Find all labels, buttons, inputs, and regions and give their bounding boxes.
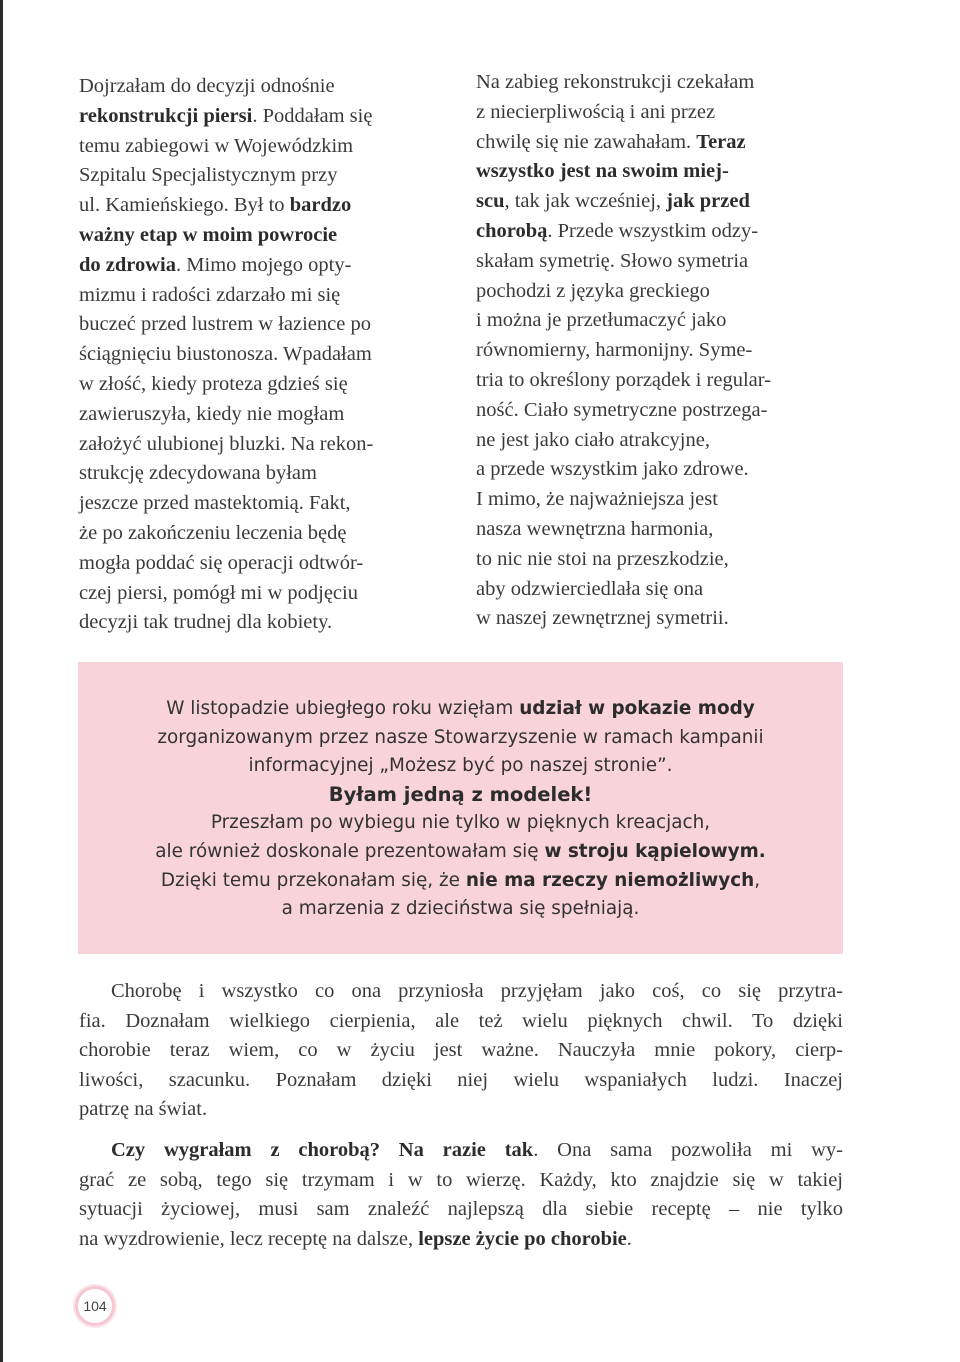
- text-line: Dojrzałam do decyzji odnośnie: [79, 75, 335, 97]
- bold-phrase: chorobą: [476, 219, 548, 242]
- text-run: . Mimo mojego opty-: [176, 253, 352, 276]
- text-line: że po zakończeniu leczenia będę: [79, 521, 347, 544]
- text-run: ul. Kamieńskiego. Był to: [79, 194, 290, 217]
- text-line: [78, 867, 843, 896]
- text-line: decyzji tak trudnej dla kobiety.: [79, 611, 333, 634]
- bold-phrase: jak przed: [666, 190, 750, 213]
- text-line: informacyjnej „Możesz być po naszej stronie”.: [248, 755, 673, 777]
- text-line: [79, 221, 459, 251]
- text-line: pochodzi z języka greckiego: [476, 279, 710, 302]
- text-line: [79, 191, 459, 221]
- text-line: mizmu i radości zdarzało mi się: [79, 283, 341, 306]
- text-run: na wyzdrowienie, lecz receptę na dalsze,: [79, 1227, 419, 1250]
- text-line: Przeszłam po wybiegu nie tylko w pięknych kreacjach,: [210, 812, 711, 834]
- text-line: patrzę na świat.: [79, 1098, 208, 1121]
- bold-phrase: ważny etap w moim powrocie: [79, 223, 338, 246]
- highlight-text: [78, 695, 843, 924]
- text-run: chwilę się nie zawahałam.: [476, 130, 697, 153]
- text-line: fia. Doznałam wielkiego cierpienia, ale też wielu pięknych chwil. To dzięki: [79, 1009, 843, 1032]
- text-line: skałam symetrię. Słowo symetria: [476, 249, 749, 272]
- text-run: .: [626, 1227, 632, 1250]
- text-line: ne jest jako ciało atrakcyjne,: [476, 428, 710, 451]
- text-line: i można je przetłumaczyć jako: [476, 309, 727, 332]
- text-line: to nic nie stoi na przeszkodzie,: [476, 547, 729, 570]
- text-line: jeszcze przed mastektomią. Fakt,: [79, 492, 351, 515]
- text-run: [380, 1139, 399, 1161]
- bold-phrase: udział w pokazie mody: [519, 698, 755, 719]
- bold-phrase: lepsze życie po chorobie: [418, 1227, 627, 1250]
- text-line: czej piersi, pomógł mi w podjęciu: [79, 581, 358, 604]
- text-line: w złość, kiedy proteza gdzieś się: [79, 372, 348, 395]
- text-line: [476, 128, 856, 158]
- right-column: [476, 68, 856, 634]
- bold-phrase: scu: [476, 190, 505, 213]
- bold-phrase: wszystko jest na swoim miej-: [476, 160, 729, 183]
- text-line: założyć ulubionej bluzki. Na rekon-: [79, 432, 374, 455]
- bold-phrase: rekonstrukcji piersi: [79, 104, 253, 127]
- text-line: [78, 695, 843, 724]
- text-run: , tak jak wcześniej,: [504, 190, 667, 213]
- text-line: strukcję zdecydowana byłam: [79, 462, 317, 485]
- text-line: Na zabieg rekonstrukcji czekałam: [476, 71, 755, 93]
- text-line: [476, 187, 856, 217]
- text-line: mogła poddać się operacji odtwór-: [79, 551, 364, 574]
- text-line: [78, 781, 843, 810]
- highlight-box: [78, 662, 843, 954]
- left-column: [79, 72, 459, 638]
- text-line: Chorobę i wszystko co ona przyniosła przyjęłam jako coś, co się przytra-: [111, 980, 843, 1002]
- text-line: liwości, szacunku. Poznałam dzięki niej wielu wspaniałych ludzi. Inaczej: [79, 1068, 843, 1091]
- bold-phrase: Byłam jedną z modelek!: [328, 782, 593, 806]
- page-number: 104: [78, 1289, 112, 1323]
- text-line: [79, 251, 459, 281]
- bold-phrase: bardzo: [289, 194, 352, 217]
- text-line: grać ze sobą, tego się trzymam i w to wierzę. Każdy, kto znajdzie się w takiej: [79, 1168, 843, 1191]
- text-line: [78, 838, 843, 867]
- text-line: a marzenia z dzieciństwa się spełniają.: [281, 898, 640, 920]
- bold-phrase: do zdrowia: [79, 253, 177, 276]
- text-line: zorganizowanym przez nasze Stowarzyszenie w ramach kampanii: [157, 726, 764, 748]
- text-line: ściągnięciu biustonosza. Wpadałam: [79, 343, 372, 366]
- page-edge: [0, 0, 3, 1362]
- bold-phrase: Na razie tak: [398, 1139, 534, 1161]
- bold-phrase: Czy wygrałam z chorobą?: [111, 1139, 380, 1161]
- text-run: Dzięki temu przekonałam się, że: [160, 869, 466, 891]
- bold-phrase: nie ma rzeczy niemożliwych: [465, 869, 755, 891]
- text-line: tria to określony porządek i regular-: [476, 368, 772, 391]
- text-line: I mimo, że najważniejsza jest: [476, 488, 718, 511]
- text-run: . Poddałam się: [252, 104, 373, 127]
- text-line: aby odzwierciedlała się ona: [476, 577, 704, 600]
- bold-phrase: w stroju kąpielowym.: [544, 840, 766, 862]
- text-line: temu zabiegowi w Wojewódzkim: [79, 134, 354, 157]
- text-line: [79, 1225, 843, 1255]
- text-line: nasza wewnętrzna harmonia,: [476, 517, 714, 540]
- text-line: zawieruszyła, kiedy nie mogłam: [79, 402, 345, 425]
- text-line: sytuacji życiowej, musi sam znaleźć najlepszą dla siebie receptę – nie tylko: [79, 1198, 843, 1221]
- text-line: Szpitalu Specjalistycznym przy: [79, 164, 338, 187]
- text-run: W listopadzie ubiegłego roku wzięłam: [166, 698, 520, 719]
- text-line: chorobie teraz wiem, co w życiu jest ważne. Nauczyła mnie pokory, cierp-: [79, 1039, 843, 1062]
- bold-phrase: Teraz: [696, 130, 746, 153]
- text-line: [476, 157, 856, 187]
- text-run: . Ona sama pozwoliła mi wy-: [533, 1139, 844, 1161]
- text-line: [79, 102, 459, 132]
- text-line: [476, 217, 856, 247]
- text-line: buczeć przed lustrem w łazience po: [79, 313, 371, 336]
- text-run: ,: [754, 869, 761, 891]
- text-line: a przede wszystkim jako zdrowe.: [476, 458, 749, 481]
- text-line: z niecierpliwością i ani przez: [476, 100, 716, 123]
- text-line: równomierny, harmonijny. Syme-: [476, 339, 753, 362]
- text-run: ale również doskonale prezentowałam się: [155, 840, 545, 862]
- closing-paragraph-2: [79, 1136, 843, 1254]
- text-line: w naszej zewnętrznej symetrii.: [476, 607, 729, 630]
- text-line: ność. Ciało symetryczne postrzega-: [476, 398, 768, 421]
- text-line: [79, 1136, 843, 1166]
- closing-paragraph-1: [79, 977, 843, 1125]
- text-run: . Przede wszystkim odzy-: [547, 219, 759, 242]
